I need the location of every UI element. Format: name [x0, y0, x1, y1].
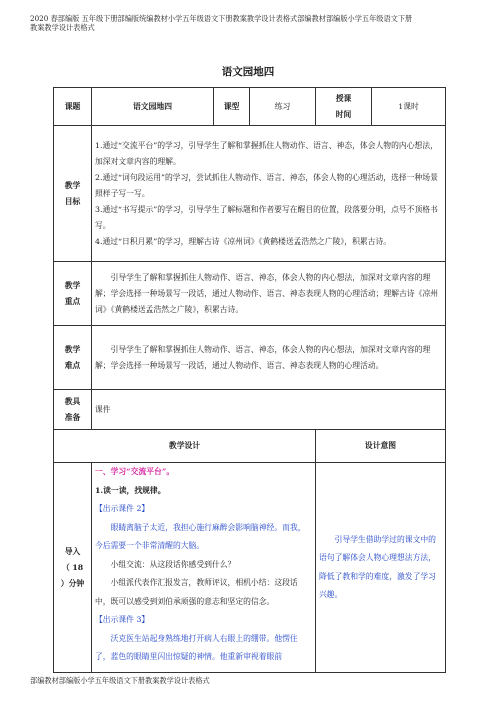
row-materials [54, 390, 446, 430]
design-intent: 引导学生借助学过的课文中的语句了解体会人物心理想法方法，降低了教和学的难度，激发了学习兴趣。 [316, 463, 446, 673]
quote-1: 眼睛离脑子太近，我担心施行麻醉会影响脑神经。而我，今后需要一个非常清醒的大脑。 [95, 522, 306, 550]
design-header-left: 教学设计 [54, 430, 316, 463]
goal-item: 4.通过“日积月累”的学习，理解古诗《凉州词》《黄鹤楼送孟浩然之广陵》，积累古诗。 [95, 236, 392, 246]
row-difficult-points [54, 326, 446, 390]
row-design-header [54, 430, 446, 463]
goals-content [92, 126, 446, 262]
goal-item: 2.通过“词句段运用”的学习，尝试抓住人物动作、语言、神态，体会人物的心理活动，选择一种场景照样子写一写。 [95, 172, 438, 198]
difficult-points-cell [92, 326, 446, 390]
key-points-label: 教学 重点 [54, 262, 92, 326]
row-topic [54, 88, 446, 126]
goal-item: 3.通过“书写提示”的学习，引导学生了解标题和作者要写在醒目的位置，段落要分明，点号不顶格书写。 [95, 204, 438, 230]
key-points-text: 引导学生了解和掌握抓住人物动作、语言、神态，体会人物的内心想法，加深对文章内容的理解；学会选择一种场景写一段话，通过人物动作、语言、神态表现人物的心理活动；理解古诗《凉州词》《黄鹤楼送孟浩然之广陵》，积累古诗。 [95, 272, 439, 314]
hours-label: 授课 时间 [316, 88, 372, 126]
quote-2: 沃克医生站起身熟练地打开病人右眼上的绷带。他愣住了，蓝色的眼睛里闪出惊疑的神情。他重新审视着眼前 [95, 633, 298, 661]
type-value: 练习 [250, 88, 316, 126]
topic-value: 语文园地四 [92, 88, 214, 126]
materials-value: 课件 [92, 390, 446, 430]
discussion-prompt: 小组交流：从这段话你感受到什么？ [110, 559, 236, 569]
difficult-points-label: 教学 难点 [54, 326, 92, 390]
goal-item: 1.通过“交流平台”的学习，引导学生了解和掌握抓住人物动作、语言、神态，体会人物的内心想法，加深对文章内容的理解。 [95, 140, 438, 166]
courseware-1: 【出示课件 2】 [95, 504, 150, 513]
row-intro [54, 463, 446, 673]
type-label: 课型 [214, 88, 250, 126]
header-line-2: 教案教学设计表格式 [30, 23, 95, 32]
group-report: 小组派代表作汇报发言，教师评议，相机小结：这段话中，既可以感受到刘伯承顽强的意志和坚定的信念。 [95, 578, 298, 606]
topic-label: 课题 [54, 88, 92, 126]
difficult-points-text: 引导学生了解和掌握抓住人物动作、语言、神态，体会人物的内心想法，加深对文章内容的理解；学会选择一种场景写一段话，通过人物动作、语言、神态表现人物的心理活动。 [95, 344, 431, 370]
page-footer: 部编教材部编版小学五年级语文下册教案教学设计表格式 [30, 676, 210, 685]
courseware-2: 【出示课件 3】 [95, 615, 150, 624]
intro-step-1: 1.读一读，找规律。 [95, 485, 166, 495]
hours-value: 1课时 [372, 88, 446, 126]
goals-label: 教学 目标 [54, 126, 92, 262]
header-line-1: 2020 春部编版 五年级下册部编版统编教材小学五年级语文下册教案教学设计表格式部编教材部编版小学五年级语文下册 [30, 14, 413, 23]
lesson-plan-table [53, 87, 446, 673]
intro-label: 导入 （ 18 ）分钟 [54, 463, 92, 673]
intro-section-title: 一、学习“交流平台”。 [95, 467, 175, 476]
page-header [30, 14, 470, 32]
materials-label: 教具 准备 [54, 390, 92, 430]
row-goals [54, 126, 446, 262]
key-points-cell [92, 262, 446, 326]
design-header-right: 设计意图 [316, 430, 446, 463]
intro-content [92, 463, 316, 673]
row-key-points [54, 262, 446, 326]
page-title: 语文园地四 [221, 66, 275, 78]
